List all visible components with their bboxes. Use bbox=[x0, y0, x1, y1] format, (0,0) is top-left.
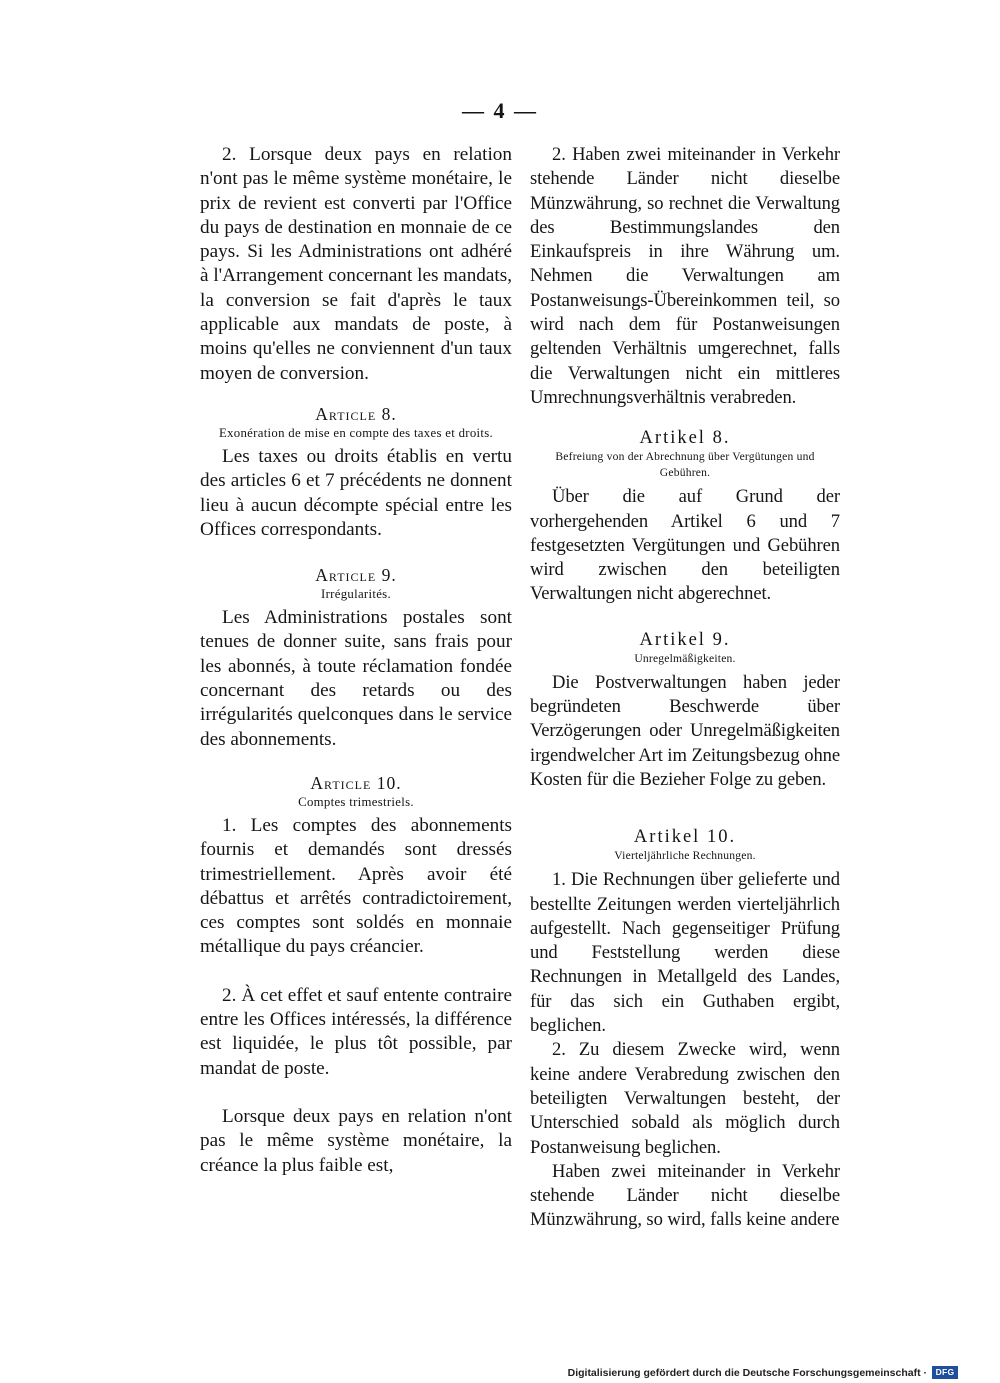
french-paragraph-2: 2. Lorsque deux pays en relation n'ont pas le même système monétaire, le prix de revient est converti par l'Office du pays de destination en monnaie de ce pays. Si les Administrations ont adhéré à l'Arrangement concernant les mandats, la conversion se fait d'après le taux applicable aux mandats de poste, à moins qu'elles ne conviennent d'un taux moyen de conversion. bbox=[200, 144, 512, 384]
french-article-10-subtitle: Comptes trimestriels. bbox=[298, 794, 414, 809]
german-article-8-title: Artikel 8. bbox=[639, 428, 731, 449]
french-article-10-title: Article 10. bbox=[310, 772, 402, 793]
german-article-9-body: Die Postverwaltungen haben jeder begründeten Beschwerde über Verzögerungen oder Unregelmäßigkeiten irgendwelcher Art im Zeitungsbezug ohne Kosten für die Bezieher Folge zu geben. bbox=[530, 671, 840, 790]
digitization-footer bbox=[568, 1366, 958, 1379]
german-article-8-body: Über die auf Grund der vorhergehenden Artikel 6 und 7 festgesetzten Vergütungen und Gebühren wird zwischen den beteiligten Verwaltungen nicht abgerechnet. bbox=[530, 486, 840, 605]
dfg-logo: DFG bbox=[932, 1366, 958, 1379]
french-article-10-paragraph-3: Lorsque deux pays en relation n'ont pas le même système monétaire, la créance la plus faible est, bbox=[200, 1105, 512, 1176]
german-article-10-subtitle: Vierteljährliche Rechnungen. bbox=[614, 849, 756, 863]
german-paragraph-2: 2. Haben zwei miteinander in Verkehr stehende Länder nicht dieselbe Münzwährung, so rechnet die Verwaltung des Bestimmungslandes den Einkaufspreis in ihre Währung um. Nehmen die Verwaltungen am Postanweisungs-Übereinkommen teil, so wird nach dem für Postanweisungen geltenden Verhältnis umgerechnet, falls die Verwaltungen nicht ein mittleres Umrechnungsverhältnis verabreden. bbox=[530, 144, 840, 408]
german-article-10-paragraph-3: Haben zwei miteinander in Verkehr stehende Länder nicht dieselbe Münzwährung, so wird, falls keine andere bbox=[530, 1160, 840, 1231]
german-article-10-title: Artikel 10. bbox=[633, 827, 737, 848]
page-number: — 4 — bbox=[462, 98, 538, 123]
french-column bbox=[200, 143, 512, 1178]
german-article-9-subtitle: Unregelmäßigkeiten. bbox=[634, 651, 736, 665]
german-article-10-paragraph-2: 2. Zu diesem Zwecke wird, wenn keine andere Verabredung zwischen den beteiligten Verwaltungen besteht, der Unterschied sobald als möglich durch Postanweisung beglichen. bbox=[530, 1039, 840, 1158]
french-article-10-paragraph-2: 2. À cet effet et sauf entente contraire entre les Offices intéressés, la différence est liquidée, le plus tôt possible, par mandat de poste. bbox=[200, 984, 512, 1079]
footer-text: Digitalisierung gefördert durch die Deutsche Forschungsgemeinschaft · bbox=[567, 1366, 927, 1379]
french-article-8-subtitle: Exonération de mise en compte des taxes et droits. bbox=[218, 425, 494, 440]
french-article-9-subtitle: Irrégularités. bbox=[321, 587, 391, 602]
french-article-8-title: Article 8. bbox=[315, 403, 397, 424]
french-article-8-body: Les taxes ou droits établis en vertu des articles 6 et 7 précédents ne donnent lieu à aucun décompte spécial entre les Offices correspondants. bbox=[200, 445, 512, 540]
german-article-8-subtitle: Befreiung von der Abrechnung über Vergütungen und Gebühren. bbox=[555, 450, 815, 480]
french-article-10-paragraph-1: 1. Les comptes des abonnements fournis et demandés sont dressés trimestriellement. Après avoir été débattus et arrêtés contradictoirement, ces comptes sont soldés en monnaie métallique du pays créancier. bbox=[200, 814, 512, 958]
french-article-9-body: Les Administrations postales sont tenues de donner suite, sans frais pour les abonnés, à toute réclamation fondée concernant des retards ou des irrégularités quelconques dans le service des abonnements. bbox=[200, 607, 512, 750]
german-article-9-title: Artikel 9. bbox=[639, 629, 731, 650]
german-article-10-paragraph-1: 1. Die Rechnungen über gelieferte und bestellte Zeitungen werden vierteljährlich aufgestellt. Nach gegenseitiger Prüfung und Feststellung werden diese Rechnungen in Metallgeld des Landes, für das sich ein Guthaben ergibt, beglichen. bbox=[530, 869, 840, 1037]
german-column bbox=[530, 143, 840, 1233]
french-article-9-title: Article 9. bbox=[315, 565, 397, 586]
